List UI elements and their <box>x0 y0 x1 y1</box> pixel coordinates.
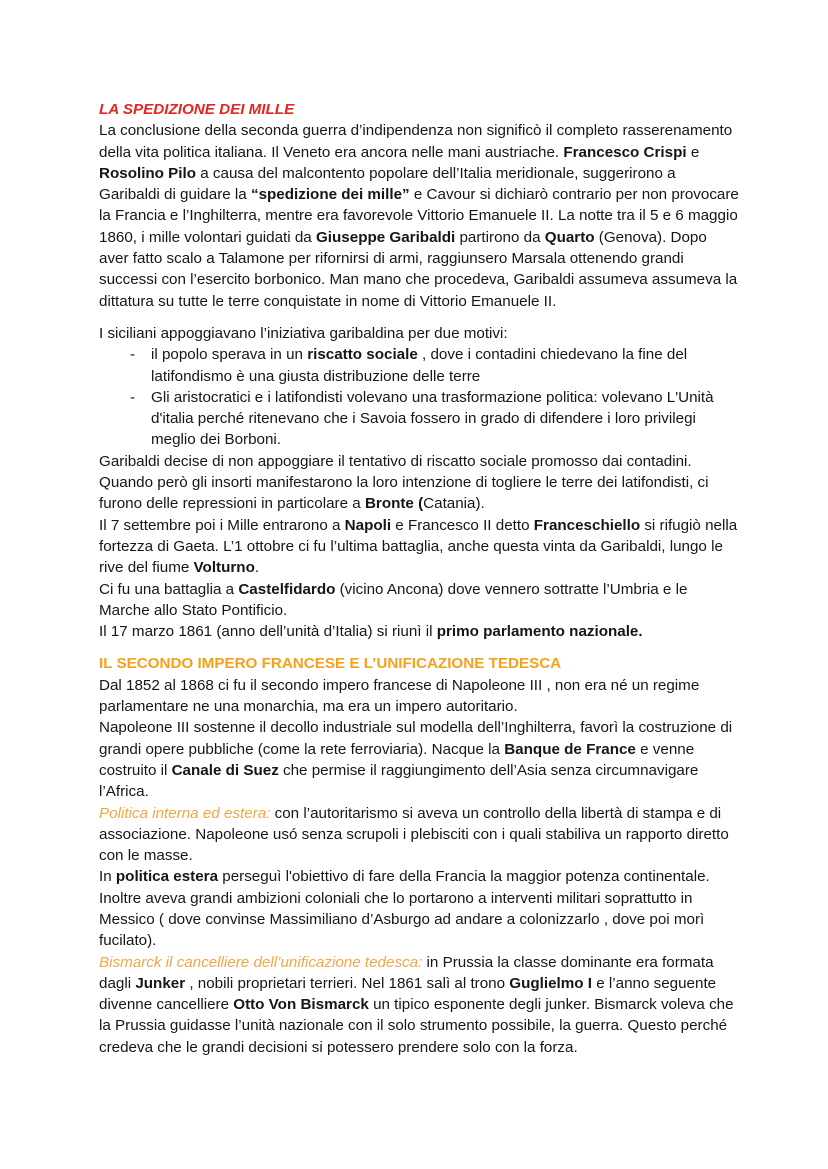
paragraph-spacer <box>99 312 739 323</box>
text-run: Castelfidardo <box>238 580 336 598</box>
document-content <box>99 99 739 1058</box>
text-run: e l’anno seguente divenne cancelliere <box>99 974 717 1014</box>
text-run: e Francesco II detto <box>391 516 534 534</box>
text-run: Napoli <box>344 516 392 534</box>
text-run: Napoleone III sostenne il decollo industriale sul modella dell’Inghilterra, favorì la costruzione di grandi opere pubbliche (come la rete ferroviaria). Nacque la <box>99 719 733 758</box>
list-item <box>99 344 739 387</box>
paragraph <box>99 803 739 867</box>
text-run: si rifugiò nella fortezza di Gaeta. L’1 ottobre ci fu l’ultima battaglia, anche questa vinta da Garibaldi, lungo le rive del fiume <box>99 516 738 577</box>
text-run: Volturno <box>193 559 255 577</box>
text-run: . <box>254 559 260 577</box>
text-run: Garibaldi decise di non appoggiare il tentativo di riscatto sociale promosso dai contadini. Quando però gli insorti manifestarono la loro intenzione di togliere le terre dei latifondisti, ci furono delle repressioni in particolare a <box>99 452 709 513</box>
text-run: Junker <box>135 974 186 992</box>
text-run: I siciliani appoggiavano l’iniziativa garibaldina per due motivi: <box>99 324 508 342</box>
text-run: e venne costruito il <box>99 740 695 779</box>
text-run: primo parlamento nazionale. <box>436 623 643 641</box>
paragraph <box>99 675 739 718</box>
text-run: Rosolino Pilo <box>99 164 197 182</box>
text-run: Franceschiello <box>533 516 641 534</box>
text-run: Quarto <box>544 228 595 246</box>
text-run: in Prussia la classe dominante era formata dagli <box>99 953 714 992</box>
text-run: Il 7 settembre poi i Mille entrarono a <box>99 516 345 534</box>
text-run: con l’autoritarismo si aveva un controllo della libertà di stampa e di associazione. Napoleone usó senza scrupoli i plebisciti con i quali stabiliva un rapporto diretto con le masse. <box>99 804 729 865</box>
bullet-dash: - <box>130 346 136 364</box>
text-run: IL SECONDO IMPERO FRANCESE E L’UNIFICAZIONE TEDESCA <box>99 655 562 673</box>
paragraph <box>99 579 739 622</box>
paragraph <box>99 515 739 579</box>
text-run: Banque de France <box>504 740 636 758</box>
text-run: LA SPEDIZIONE DEI MILLE <box>99 101 295 118</box>
text-run: (vicino Ancona) dove vennero sottratte l’Umbria e le Marche allo Stato Pontificio. <box>99 580 688 619</box>
text-run: a causa del malcontento popolare dell’Italia meridionale, suggerirono a Garibaldi di guidare la <box>99 164 676 204</box>
text-run: Il 17 marzo 1861 (anno dell’unità d’Italia) si riunì il <box>99 623 437 641</box>
text-run: In <box>99 868 116 886</box>
text-run: e <box>686 143 700 161</box>
text-run: Politica interna ed estera: <box>99 804 271 822</box>
text-run: Otto Von Bismarck <box>233 996 369 1014</box>
paragraph <box>99 952 739 1058</box>
text-run: Gli aristocratici e i latifondisti volevano una trasformazione politica: volevano L'Unità d'italia perché ritenevano che i Savoia fossero in grado di difendere i loro privilegi meglio dei Borboni. <box>151 388 714 449</box>
text-run: un tipico esponente degli junker. Bismarck voleva che la Prussia guidasse l’unità nazionale con il solo strumento possibile, la guerra. Questo perché credeva che le grandi decisioni si potessero prendere solo con la forza. <box>99 996 734 1056</box>
paragraph <box>99 451 739 515</box>
paragraph <box>99 323 739 344</box>
paragraph <box>99 621 739 642</box>
text-run: (Genova). Dopo aver fatto scalo a Talamone per rifornirsi di armi, raggiunsero Marsala ottenendo grandi successi con l’esercito borbonico. Man mano che procedeva, Garibaldi assumeva assumeva la dittatura su tutte le terre conquistate in nome di Vittorio Emanuele II. <box>99 228 738 310</box>
text-run: Francesco Crispi <box>563 143 687 161</box>
text-run: partirono da <box>455 228 545 246</box>
section-title-spedizione-dei-mille <box>99 99 739 120</box>
section-heading-secondo-impero <box>99 653 739 674</box>
text-run: il popolo sperava in un <box>151 346 308 364</box>
list-item <box>99 387 739 451</box>
text-run: “spedizione dei mille” <box>250 186 410 204</box>
text-run: , nobili proprietari terrieri. Nel 1861 salì al trono <box>185 974 510 992</box>
paragraph <box>99 866 739 951</box>
text-run: perseguì l'obiettivo di fare della Francia la maggior potenza continentale. Inoltre aveva grandi ambizioni coloniali che lo portarono a interventi militari soprattutto in Messico ( dove convinse Massimiliano d’Asburgo ad andare a colonizzarlo , dove poi morì fucilato). <box>99 868 710 950</box>
text-run: Dal 1852 al 1868 ci fu il secondo impero francese di Napoleone III , non era né un regime parlamentare ne una monarchia, ma era un impero autoritario. <box>99 676 700 716</box>
paragraph <box>99 717 739 802</box>
text-run: politica estera <box>115 868 219 886</box>
text-run: Bronte ( <box>364 495 424 513</box>
text-run: Bismarck il cancelliere dell’unificazione tedesca: <box>99 953 423 971</box>
text-run: riscatto sociale <box>307 346 418 364</box>
text-run: , dove i contadini chiedevano la fine del latifondismo è una giusta distribuzione delle terre <box>151 346 688 385</box>
text-run: Ci fu una battaglia a <box>99 580 239 598</box>
text-run: Catania). <box>423 495 485 513</box>
paragraph-spacer <box>99 642 739 653</box>
text-run: che permise il raggiungimento dell’Asia senza circumnavigare l’Africa. <box>99 761 699 801</box>
text-run: Canale di Suez <box>171 761 279 779</box>
paragraph <box>99 120 739 312</box>
text-run: Giuseppe Garibaldi <box>315 228 456 246</box>
text-run: La conclusione della seconda guerra d’indipendenza non significò il completo rasserenamento della vita politica italiana. Il Veneto era ancora nelle mani austriache. <box>99 122 733 161</box>
text-run: Guglielmo I <box>509 974 592 992</box>
text-run: e Cavour si dichiarò contrario per non provocare la Francia e l’Inghilterra, mentre era favorevole Vittorio Emanuele II. La notte tra il 5 e 6 maggio 1860, i mille volontari guidati da <box>99 186 739 246</box>
bullet-dash: - <box>130 388 136 406</box>
